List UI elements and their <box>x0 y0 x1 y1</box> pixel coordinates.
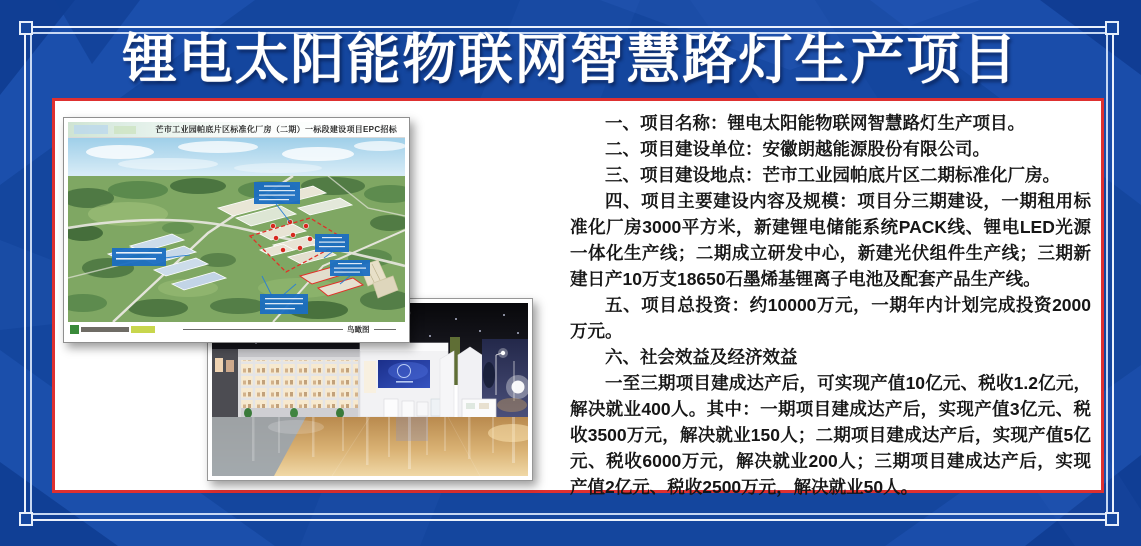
paragraph-project-name: 一、项目名称：锂电太阳能物联网智慧路灯生产项目。 <box>605 113 1025 133</box>
poster-title: 锂电太阳能物联网智慧路灯生产项目 <box>122 30 1019 90</box>
paragraph-investment: 五、项目总投资：约10000万元，一期年内计划完成投资2000万元。 <box>570 295 1091 341</box>
project-description <box>570 110 1091 500</box>
footer-rule-line <box>183 329 343 330</box>
aerial-footer-label: 鸟瞰图 <box>347 325 370 334</box>
footer-rule-line <box>374 329 396 330</box>
aerial-rendering <box>68 138 405 322</box>
design-institute-logo <box>70 325 155 334</box>
aerial-caption: 芒市工业园帕底片区标准化厂房（二期）一标段建设项目EPC招标 <box>155 125 397 134</box>
aerial-rendering-image <box>63 117 410 343</box>
header-color-patch <box>114 126 136 134</box>
paragraph-construction-unit: 二、项目建设单位：安徽朗越能源股份有限公司。 <box>605 139 990 159</box>
frame-corner-bottom-left <box>19 512 33 526</box>
frame-corner-bottom-right <box>1105 512 1119 526</box>
paragraph-benefit-heading: 六、社会效益及经济效益 <box>605 347 798 367</box>
aerial-title-bar <box>68 122 405 138</box>
paragraph-scope: 四、项目主要建设内容及规模：项目分三期建设，一期租用标准化厂房3000平方米，新建锂电储能系统PACK线、锂电LED光源一体化生产线；二期成立研发中心，新建光伏组件生产线；三期新建日产10万支18650石墨烯基锂离子电池及配套产品生产线。 <box>570 191 1091 289</box>
paragraph-location: 三、项目建设地点：芒市工业园帕底片区二期标准化厂房。 <box>605 165 1060 185</box>
paragraph-benefit-detail: 一至三期项目建成达产后，可实现产值10亿元、税收1.2亿元，解决就业400人。其中：一期项目建成达产后，实现产值3亿元、税收3500万元，解决就业150人；二期项目建成达产后，实现产值5亿元、税收6000万元，解决就业200人；三期项目建成达产后，实现产值2亿元、税收2500万元，解决就业50人。 <box>570 373 1091 497</box>
aerial-footer-bar <box>68 322 405 337</box>
header-color-patch <box>74 125 108 134</box>
